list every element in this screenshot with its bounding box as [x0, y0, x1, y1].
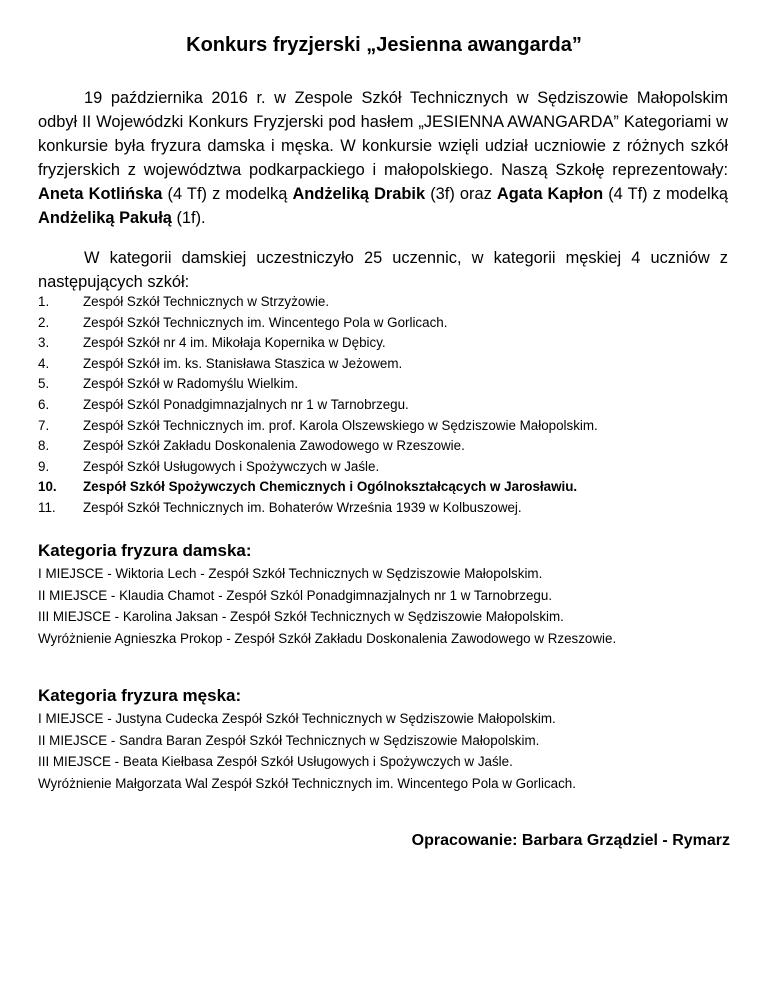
list-item-highlighted: 10. Zespół Szkół Spożywczych Chemicznych i Ogólnokształcących w Jarosławiu. — [38, 479, 578, 495]
list-item: 2. Zespół Szkół Technicznych im. Wincentego Pola w Gorlicach. — [38, 314, 448, 330]
intro-text-3: (3f) oraz — [425, 185, 497, 203]
intro-text — [38, 86, 728, 230]
participants-paragraph — [38, 246, 728, 294]
list-item: 3. Zespół Szkół nr 4 im. Mikołaja Kopernika w Dębicy. — [38, 335, 386, 351]
result-line: I MIEJSCE - Wiktoria Lech - Zespół Szkół Technicznych w Sędziszowie Małopolskim. — [38, 566, 543, 581]
list-item: 1. Zespół Szkół Technicznych w Strzyżowie. — [38, 294, 330, 309]
page-title: Konkurs fryzjerski „Jesienna awangarda” — [186, 34, 582, 56]
mens-category-heading: Kategoria fryzura męska: — [38, 686, 242, 705]
list-item: 6. Zespół Szkól Ponadgimnazjalnych nr 1 w Tarnobrzegu. — [38, 396, 409, 412]
participant-name-1: Aneta Kotlińska — [38, 185, 163, 203]
intro-text-2: (4 Tf) z modelką — [162, 185, 293, 203]
result-line: II MIEJSCE - Sandra Baran Zespół Szkół Technicznych w Sędziszowie Małopolskim. — [38, 732, 540, 748]
result-line: I MIEJSCE - Justyna Cudecka Zespół Szkół Technicznych w Sędziszowie Małopolskim. — [38, 711, 556, 726]
model-name-1: Andżeliką Drabik — [292, 185, 426, 203]
list-item: 5. Zespół Szkół w Radomyślu Wielkim. — [38, 376, 299, 392]
intro-paragraph — [38, 86, 728, 230]
womens-category-section — [38, 539, 738, 649]
list-item: 9. Zespół Szkół Usługowych i Spożywczych w Jaśle. — [38, 458, 380, 474]
result-line: II MIEJSCE - Klaudia Chamot - Zespół Szkól Ponadgimnazjalnych nr 1 w Tarnobrzegu. — [38, 587, 553, 603]
participant-name-2: Agata Kapłon — [496, 185, 604, 203]
womens-category-heading: Kategoria fryzura damska: — [38, 541, 252, 560]
intro-text-1: 19 października 2016 r. w Zespole Szkół Technicznych w Sędziszowie Małopolskim odbył II Wojewódzki Konkurs Fryzjerski pod hasłem „JESIENNA AWANGARDA” Kategoriami w konkursie była fryzura damska i męska. W konkursie wzięli udział uczniowie z różnych szkół fryzjerskich z województwa podkarpackiego i małopolskiego. Naszą Szkołę reprezentowały: — [38, 89, 728, 179]
schools-list — [38, 292, 738, 519]
list-item: 8. Zespół Szkół Zakładu Doskonalenia Zawodowego w Rzeszowie. — [38, 438, 465, 454]
author-credit: Opracowanie: Barbara Grządziel - Rymarz — [411, 832, 730, 849]
result-line: Wyróżnienie Agnieszka Prokop - Zespół Szkół Zakładu Doskonalenia Zawodowego w Rzeszowie. — [38, 630, 617, 646]
result-line: III MIEJSCE - Beata Kiełbasa Zespół Szkół Usługowych i Spożywczych w Jaśle. — [38, 754, 513, 769]
result-line: Wyróżnienie Małgorzata Wal Zespół Szkół Technicznych im. Wincentego Pola w Gorlicach. — [38, 775, 576, 791]
intro-text-4: (4 Tf) z modelką — [603, 185, 729, 203]
list-item: 7. Zespół Szkół Technicznych im. prof. Karola Olszewskiego w Sędziszowie Małopolskim. — [38, 417, 598, 433]
participants-text: W kategorii damskiej uczestniczyło 25 uczennic, w kategorii męskiej 4 uczniów z następujących szkół: — [38, 249, 728, 291]
mens-category-section — [38, 684, 738, 794]
list-item: 11. Zespół Szkół Technicznych im. Bohaterów Września 1939 w Kolbuszowej. — [38, 499, 522, 515]
result-line: III MIEJSCE - Karolina Jaksan - Zespół Szkół Technicznych w Sędziszowie Małopolskim. — [38, 609, 564, 624]
intro-text-5: (1f). — [171, 209, 206, 227]
list-item: 4. Zespół Szkół im. ks. Stanisława Staszica w Jeżowem. — [38, 355, 403, 371]
model-name-2: Andżeliką Pakułą — [38, 209, 172, 227]
